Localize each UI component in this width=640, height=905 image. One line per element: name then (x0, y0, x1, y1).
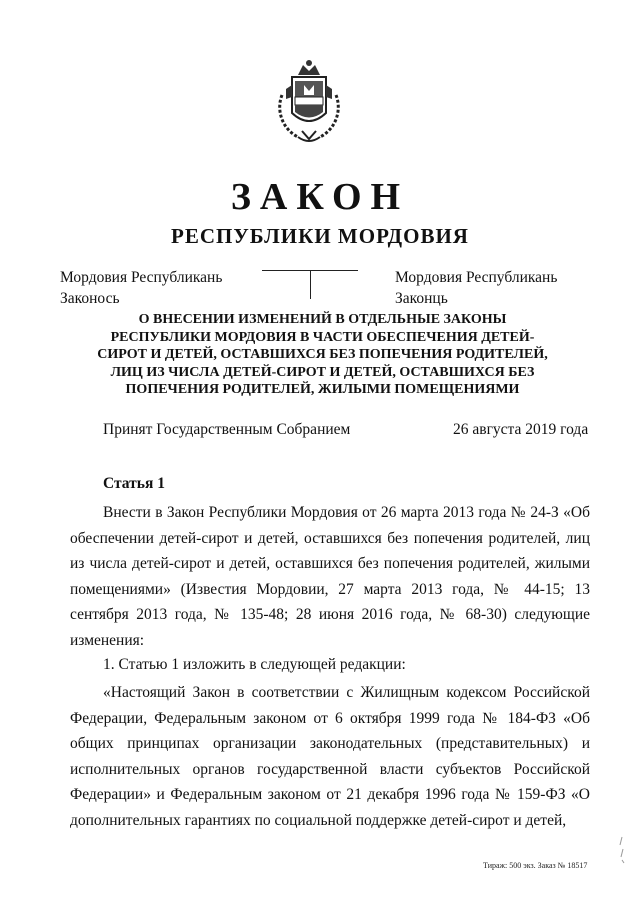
location-right (395, 267, 557, 309)
header-divider-vertical (310, 271, 311, 299)
adopted-by: Принят Государственным Собранием (103, 421, 351, 438)
paragraph-1: Внести в Закон Республики Мордовия от 26 марта 2013 года № 24-З «Об обеспечении детей-сирот и детей, оставшихся без попечения родителей, лиц из числа детей-сирот и детей, оставшихся без попечения родителей, жилыми помещениями» (Известия Мордовии, 27 марта 2013 года, № 44-15; 13 сентября 2013 года, № 135-48; 28 июня 2016 года, № 68-30) следующие изменения: (70, 504, 590, 649)
location-right-line-2: Законць (395, 290, 448, 307)
list-item-1: 1. Статью 1 изложить в следующей редакции: (103, 656, 406, 673)
location-left (60, 267, 222, 309)
article-heading: Статья 1 (103, 475, 165, 492)
print-run-note: Тираж: 500 экз. Заказ № 18517 (483, 861, 588, 870)
location-left-line-1: Мордовия Республикань (60, 269, 223, 286)
coat-of-arms-icon (268, 55, 350, 147)
quoted-article-text: «Настоящий Закон в соответствии с Жилищным кодексом Российской Федерации, Федеральным законом от 6 октября 1999 года № 184-ФЗ «Об общих принципах организации законодательных (представительных) и исполнительных органов государственной власти субъектов Российской Федерации» и Федеральным законом от 21 декабря 1996 года № 159-ФЗ «О дополнительных гарантиях по социальной поддержке детей-сирот и детей, (70, 684, 590, 829)
document-subtitle: РЕСПУБЛИКИ МОРДОВИЯ (171, 224, 469, 248)
adopted-date: 26 августа 2019 года (453, 421, 589, 438)
location-left-line-2: Законось (60, 290, 120, 307)
location-right-line-1: Мордовия Республикань (395, 269, 558, 286)
document-title: ЗАКОН (230, 176, 410, 218)
scan-mark-icon (617, 835, 627, 865)
law-name: О ВНЕСЕНИИ ИЗМЕНЕНИЙ В ОТДЕЛЬНЫЕ ЗАКОНЫ РЕСПУБЛИКИ МОРДОВИЯ В ЧАСТИ ОБЕСПЕЧЕНИЯ ДЕТЕЙ-СИРОТ И ДЕТЕЙ, ОСТАВШИХСЯ БЕЗ ПОПЕЧЕНИЯ РОДИТЕЛЕЙ, ЛИЦ ИЗ ЧИСЛА ДЕТЕЙ-СИРОТ И ДЕТЕЙ, ОСТАВШИХСЯ БЕЗ ПОПЕЧЕНИЯ РОДИТЕЛЕЙ, ЖИЛЫМИ ПОМЕЩЕНИЯМИ (97, 312, 548, 397)
